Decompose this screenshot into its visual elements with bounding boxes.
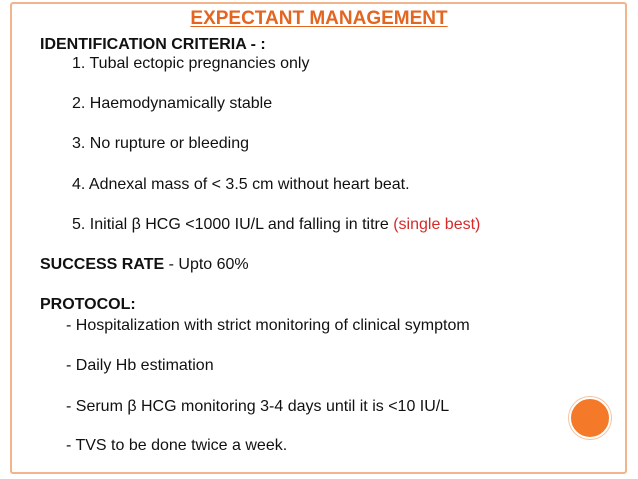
criteria-item-4: 4. Adnexal mass of < 3.5 cm without heart beat. bbox=[72, 176, 410, 193]
criteria-item-5 bbox=[72, 216, 480, 234]
single-best-note: (single best) bbox=[393, 216, 481, 233]
protocol-item-3: - Serum β HCG monitoring 3-4 days until it is <10 IU/L bbox=[66, 398, 450, 415]
criteria-item-5-text: 5. Initial β HCG <1000 IU/L and falling in titre bbox=[72, 216, 394, 233]
slide-title-text: EXPECTANT MANAGEMENT bbox=[190, 8, 448, 29]
protocol-heading: PROTOCOL: bbox=[40, 296, 136, 313]
identification-heading: IDENTIFICATION CRITERIA - : bbox=[40, 36, 266, 53]
criteria-item-1: 1. Tubal ectopic pregnancies only bbox=[72, 55, 310, 72]
success-rate-value: - Upto 60% bbox=[164, 256, 249, 273]
orange-circle-decoration bbox=[569, 397, 611, 439]
protocol-item-1: - Hospitalization with strict monitoring of clinical symptom bbox=[66, 317, 470, 334]
criteria-item-2: 2. Haemodynamically stable bbox=[72, 95, 273, 112]
slide-title bbox=[0, 8, 638, 30]
protocol-item-2: - Daily Hb estimation bbox=[66, 357, 214, 374]
protocol-item-4: - TVS to be done twice a week. bbox=[66, 437, 288, 454]
success-rate-line bbox=[40, 256, 249, 274]
success-rate-heading: SUCCESS RATE bbox=[40, 256, 165, 273]
criteria-item-3: 3. No rupture or bleeding bbox=[72, 135, 249, 152]
